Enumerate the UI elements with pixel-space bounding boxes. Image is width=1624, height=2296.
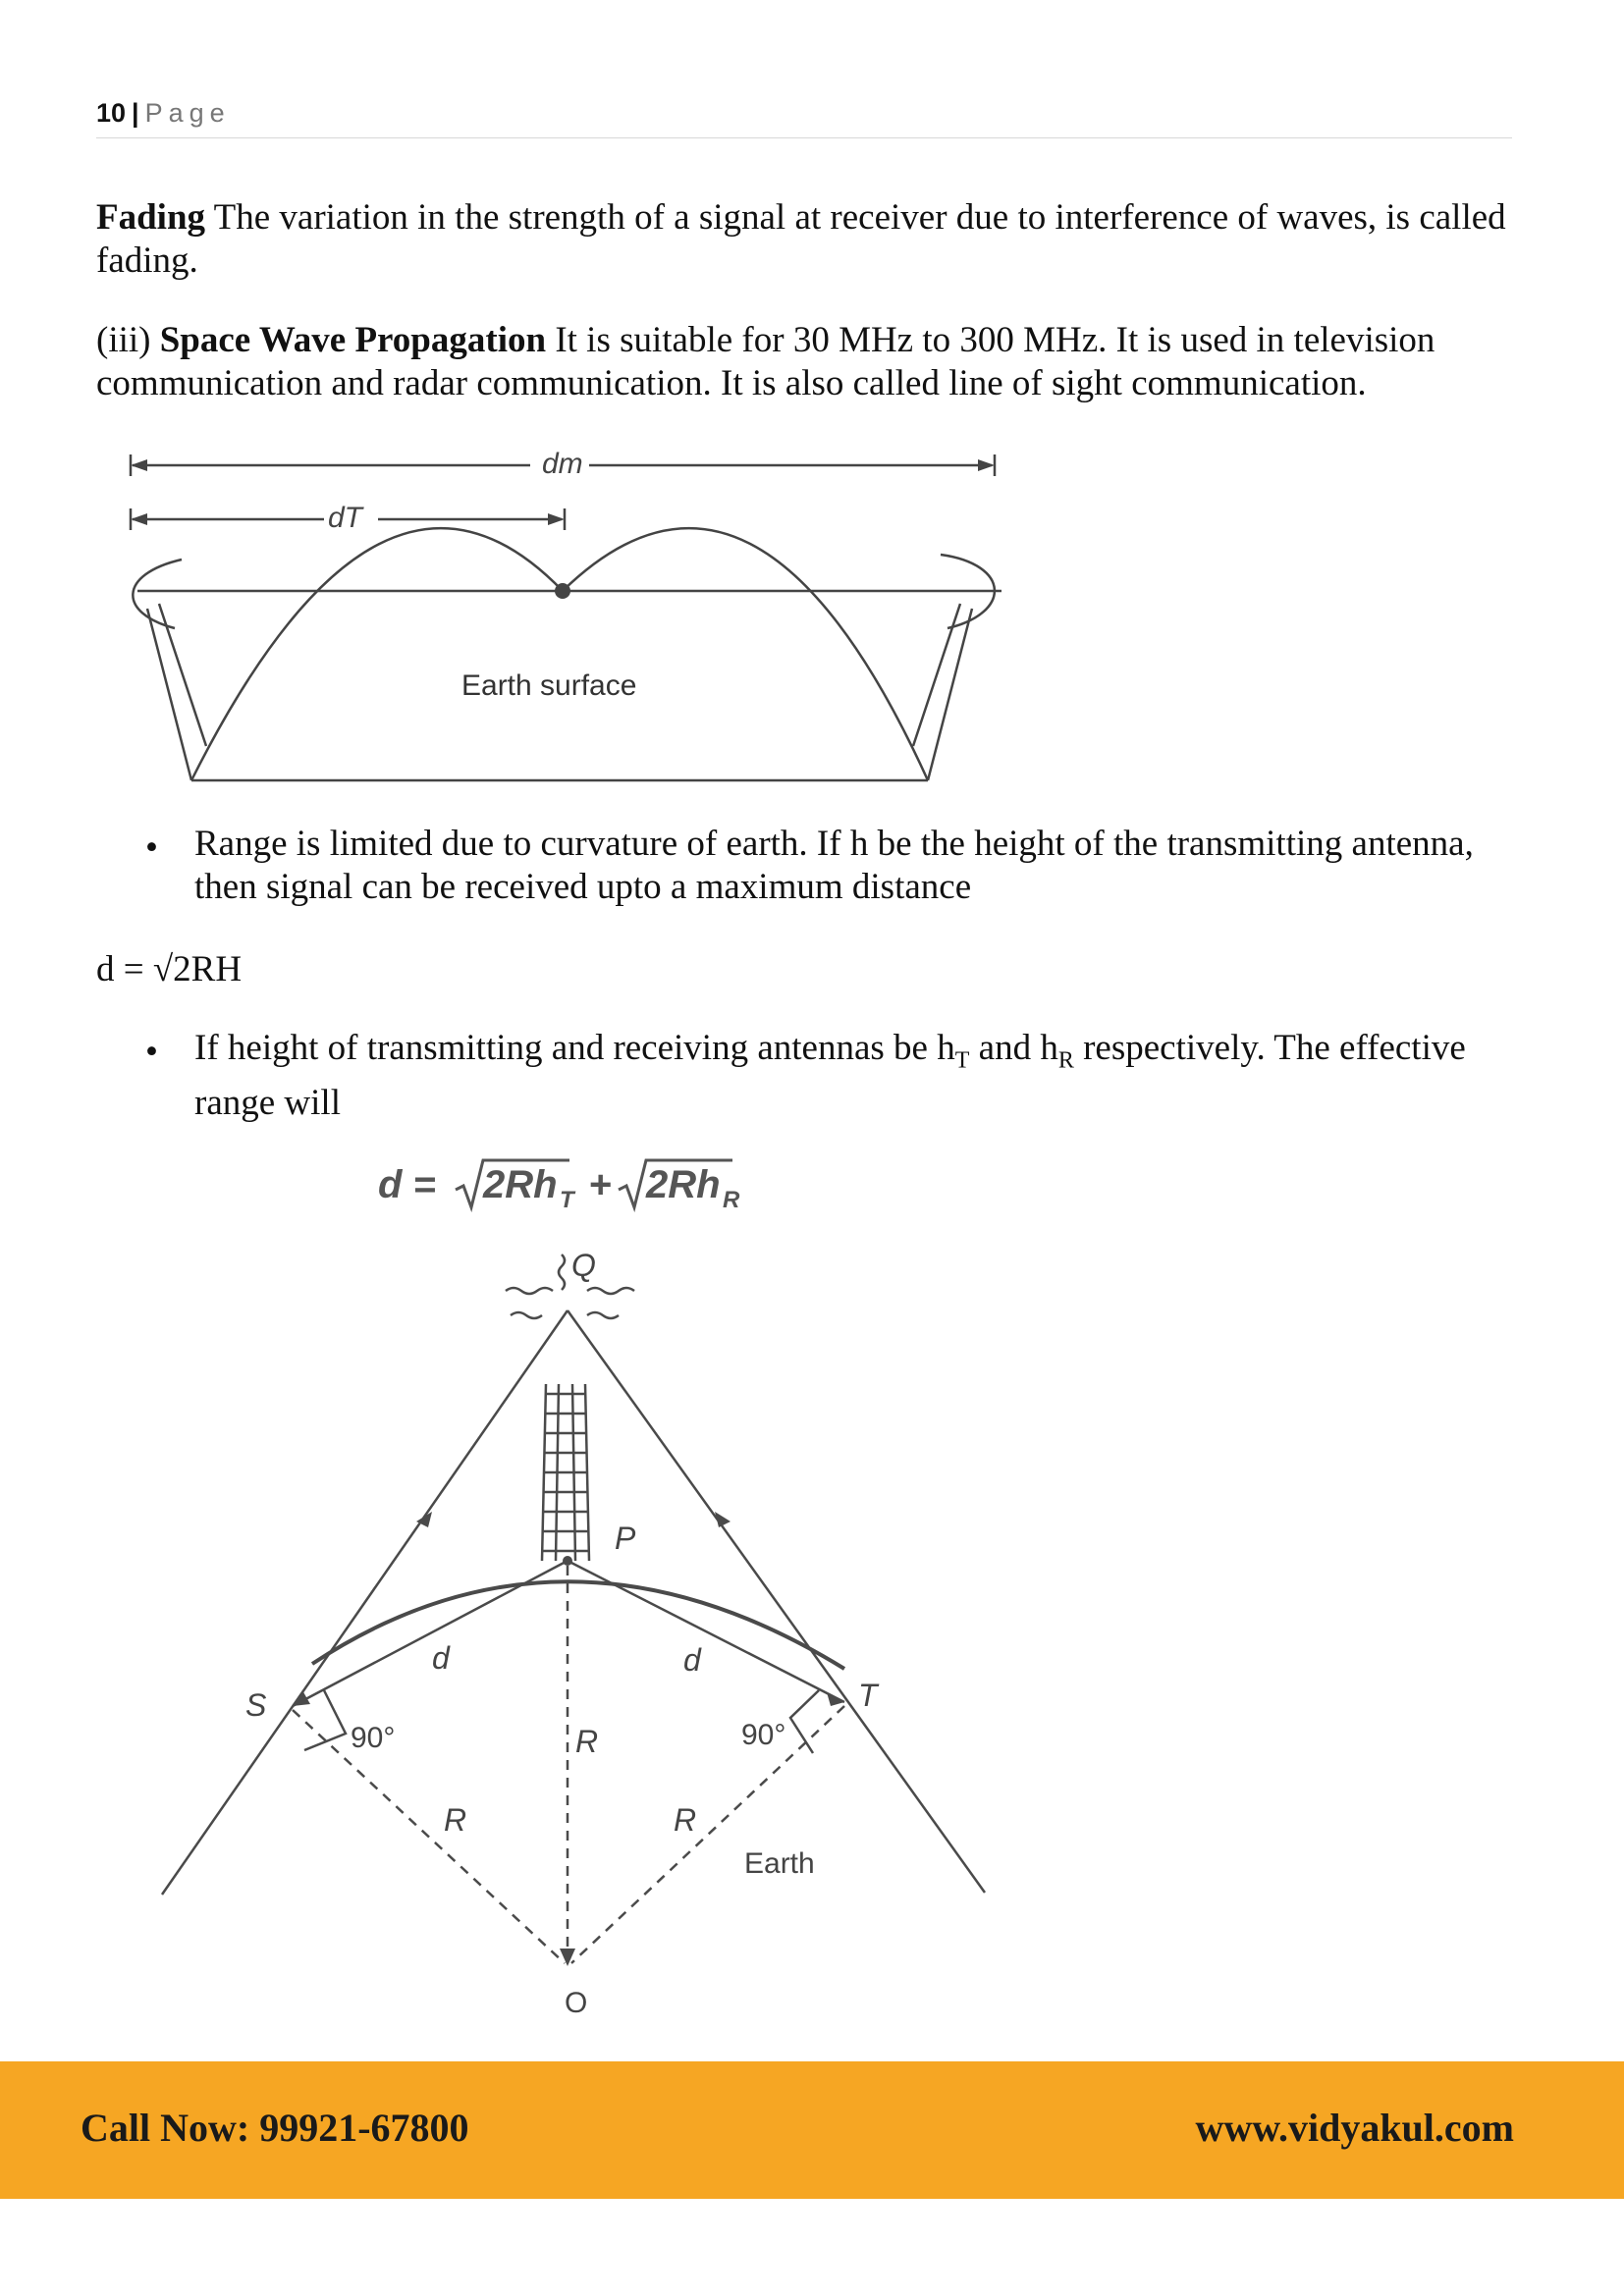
- effective-range-formula: [373, 1148, 785, 1217]
- bullet2-text-a: If height of transmitting and receiving antennas be h: [194, 1028, 955, 1068]
- label-P: P: [615, 1521, 636, 1556]
- angle-right-label: 90°: [741, 1719, 786, 1751]
- fading-paragraph: [96, 196, 1520, 283]
- formula2-lhs: d =: [378, 1163, 436, 1206]
- label-d-left: d: [432, 1640, 450, 1676]
- angle-left-label: 90°: [351, 1722, 396, 1754]
- label-R-mid: R: [575, 1724, 599, 1759]
- label-Q: Q: [571, 1248, 596, 1283]
- line-of-sight-diagram: [108, 437, 1031, 790]
- bullet2-sub-r: R: [1057, 1047, 1074, 1074]
- space-wave-text: It is suitable for 30 MHz to 300 MHz. It is used in television communication and radar communication. It is also called line of sight communication.: [96, 320, 1435, 403]
- formula2-term2: 2Rh: [646, 1163, 721, 1206]
- label-T: T: [858, 1678, 878, 1713]
- space-wave-term: Space Wave Propagation: [159, 320, 547, 360]
- call-now-text: Call Now: 99921-67800: [81, 2106, 469, 2150]
- earth-label: Earth: [744, 1847, 815, 1880]
- label-S: S: [245, 1687, 267, 1723]
- label-R-left: R: [444, 1802, 467, 1838]
- header-separator: |: [132, 98, 139, 128]
- label-R-right: R: [674, 1802, 697, 1838]
- tower-earth-diagram: [147, 1237, 1011, 2022]
- bullet-text-1: Range is limited due to curvature of earth. If h be the height of the transmitting antenna, then signal can be received upto a maximum distance: [194, 824, 1474, 907]
- formula2-sub2: R: [723, 1187, 740, 1213]
- formula-max-distance: d = √2RH: [96, 949, 243, 989]
- label-d-right: d: [683, 1642, 701, 1678]
- space-wave-paragraph: [96, 319, 1520, 405]
- bullet-marker-1: •: [145, 828, 158, 868]
- space-wave-prefix: (iii): [96, 320, 160, 360]
- bullet2-text-b: and h: [969, 1028, 1058, 1068]
- dm-label: dm: [542, 448, 583, 480]
- bullet-text-2: [194, 1027, 1520, 1125]
- formula2-term1: 2Rh: [483, 1163, 558, 1206]
- bullet2-sub-t: T: [954, 1047, 970, 1074]
- formula2-sub1: T: [560, 1187, 574, 1213]
- footer-bar: [0, 2061, 1624, 2199]
- fading-text: The variation in the strength of a signal at receiver due to interference of waves, is called fading.: [96, 197, 1506, 281]
- bullet2-text-c: respectively. The effective range will: [194, 1028, 1466, 1124]
- label-O: O: [565, 1987, 588, 2019]
- website-link[interactable]: www.vidyakul.com: [1195, 2106, 1514, 2150]
- page-label: Page: [144, 98, 231, 128]
- formula2-plus: +: [589, 1163, 613, 1206]
- page-number: 10: [96, 98, 127, 128]
- fading-term: Fading: [96, 197, 206, 238]
- bullet-marker-2: •: [145, 1032, 158, 1072]
- dT-label: dT: [328, 502, 363, 534]
- page-header: [96, 98, 1512, 138]
- earth-surface-label: Earth surface: [461, 669, 637, 702]
